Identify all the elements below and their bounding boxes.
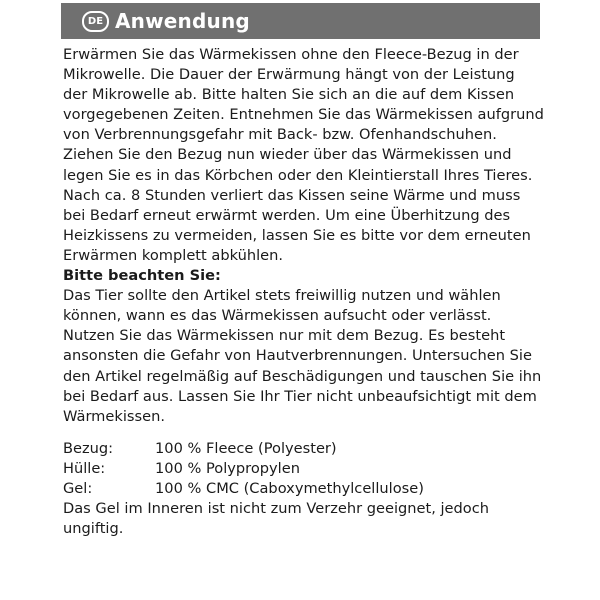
text-line: bei Bedarf erneut erwärmt werden. Um eine Überhitzung des [63,206,511,224]
material-row [63,479,541,499]
intro-paragraph [63,45,544,266]
text-line: Nutzen Sie das Wärmekissen nur mit dem Bezug. Es besteht [63,327,506,345]
text-line: können, wann es das Wärmekissen aufsucht oder verlässt. [63,307,492,325]
text-line: Ziehen Sie den Bezug nun wieder über das Wärmekissen und [63,146,512,164]
material-row [63,439,541,459]
closing-paragraph [63,499,541,539]
text-line: Wärmekissen. [63,407,165,425]
text-line: Erwärmen komplett abkühlen. [63,246,284,264]
material-label: Bezug: [63,439,114,457]
text-line: legen Sie es in das Körbchen oder den Kleintierstall Ihres Tieres. [63,166,533,184]
text-line: bei Bedarf aus. Lassen Sie Ihr Tier nicht unbeaufsichtigt mit dem [63,387,537,405]
text-line: Heizkissens zu vermeiden, lassen Sie es bitte vor dem erneuten [63,226,531,244]
text-line: Mikrowelle. Die Dauer der Erwärmung hängt von der Leistung [63,66,515,84]
text-line: vorgegebenen Zeiten. Entnehmen Sie das Wärmekissen aufgrund [63,106,544,124]
text-line: ansonsten die Gefahr von Hautverbrennungen. Untersuchen Sie [63,347,532,365]
text-line: Das Gel im Inneren ist nicht zum Verzehr geeignet, jedoch [63,500,489,518]
material-value: 100 % CMC (Caboxymethylcellulose) [155,479,424,497]
materials-list [63,439,541,499]
material-value: 100 % Fleece (Polyester) [155,439,337,457]
notice-heading: Bitte beachten Sie: [63,267,221,285]
text-line: von Verbrennungsgefahr mit Back- bzw. Ofenhandschuhen. [63,126,497,144]
material-row [63,459,541,479]
material-value: 100 % Polypropylen [155,459,300,477]
text-line: der Mikrowelle ab. Bitte halten Sie sich an die auf dem Kissen [63,86,515,104]
text-line: Das Tier sollte den Artikel stets freiwillig nutzen und wählen [63,287,501,305]
material-label: Hülle: [63,459,106,477]
section-title: Anwendung [115,9,250,33]
section-header [61,3,540,39]
material-label: Gel: [63,479,93,497]
text-line: ungiftig. [63,520,124,538]
text-line: den Artikel regelmäßig auf Beschädigungen und tauschen Sie ihn [63,367,542,385]
text-line: Erwärmen Sie das Wärmekissen ohne den Fleece-Bezug in der [63,46,519,63]
text-line: Nach ca. 8 Stunden verliert das Kissen seine Wärme und muss [63,186,521,204]
instructions-body [63,45,544,539]
notice-paragraph [63,286,541,427]
language-badge: DE [82,11,109,32]
